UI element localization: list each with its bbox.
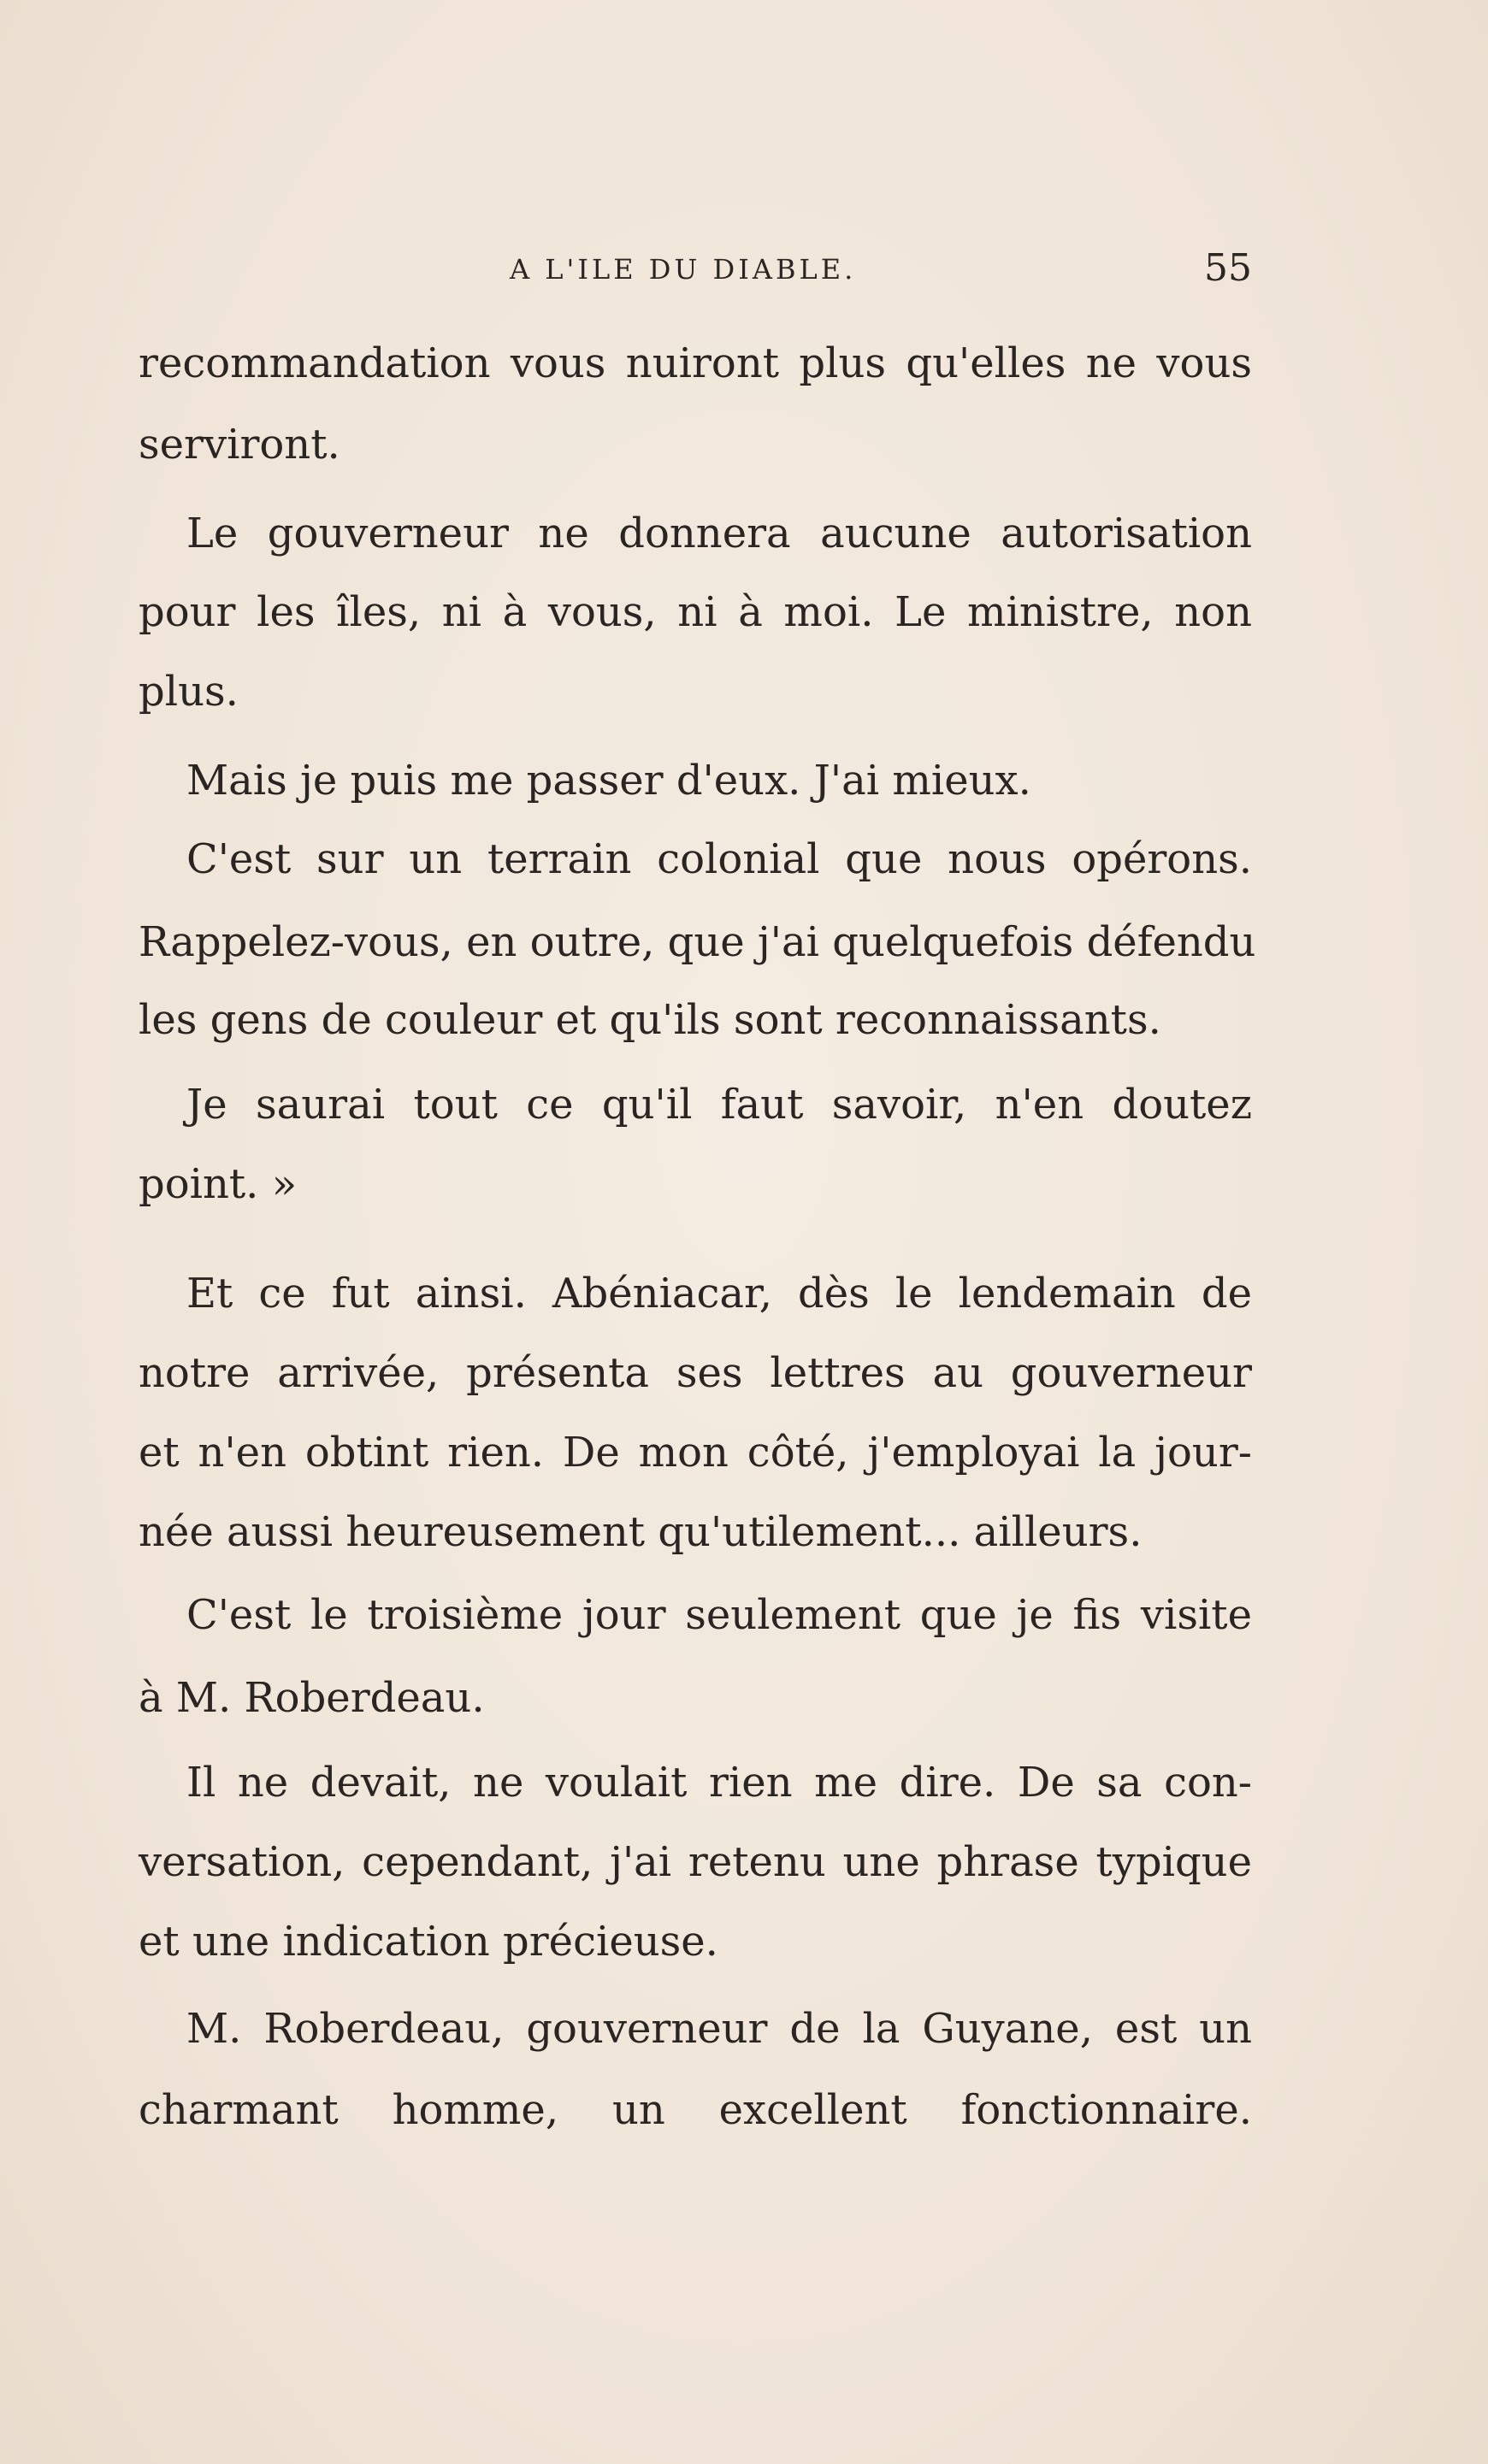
running-head — [0, 246, 1488, 298]
text-line: recommandation vous nuiront plus qu'elles ne vous — [139, 339, 1252, 387]
running-title: A L'ILE DU DIABLE. — [510, 253, 857, 286]
text-line: Le gouverneur ne donnera aucune autorisation — [186, 510, 1252, 557]
text-line: plus. — [139, 668, 239, 716]
text-line: les gens de couleur et qu'ils sont reconnaissants. — [139, 996, 1161, 1044]
text-line: Rappelez-vous, en outre, que j'ai quelquefois défendu — [139, 918, 1256, 966]
text-line: point. » — [139, 1160, 298, 1208]
text-line: à M. Roberdeau. — [139, 1674, 485, 1722]
text-line: notre arrivée, présenta ses lettres au gouverneur — [139, 1349, 1252, 1397]
page-number: 55 — [1204, 246, 1252, 290]
text-line: C'est le troisième jour seulement que je fis visite — [186, 1591, 1252, 1639]
text-line: C'est sur un terrain colonial que nous opérons. — [186, 835, 1252, 883]
text-line: versation, cependant, j'ai retenu une phrase typique — [139, 1838, 1252, 1886]
text-line: née aussi heureusement qu'utilement... ailleurs. — [139, 1508, 1143, 1556]
text-line: M. Roberdeau, gouverneur de la Guyane, est un — [186, 2005, 1252, 2053]
text-line: Il ne devait, ne voulait rien me dire. De sa con- — [186, 1759, 1252, 1807]
text-line: Mais je puis me passer d'eux. J'ai mieux. — [186, 757, 1031, 805]
text-line: et une indication précieuse. — [139, 1918, 718, 1966]
text-line: et n'en obtint rien. De mon côté, j'employai la jour- — [139, 1429, 1252, 1477]
text-line: charmant homme, un excellent fonctionnaire. — [139, 2086, 1252, 2134]
text-line: pour les îles, ni à vous, ni à moi. Le ministre, non — [139, 588, 1252, 636]
text-line: serviront. — [139, 421, 340, 469]
text-line: Et ce fut ainsi. Abéniacar, dès le lendemain de — [186, 1270, 1252, 1317]
text-line: Je saurai tout ce qu'il faut savoir, n'en doutez — [186, 1081, 1252, 1129]
